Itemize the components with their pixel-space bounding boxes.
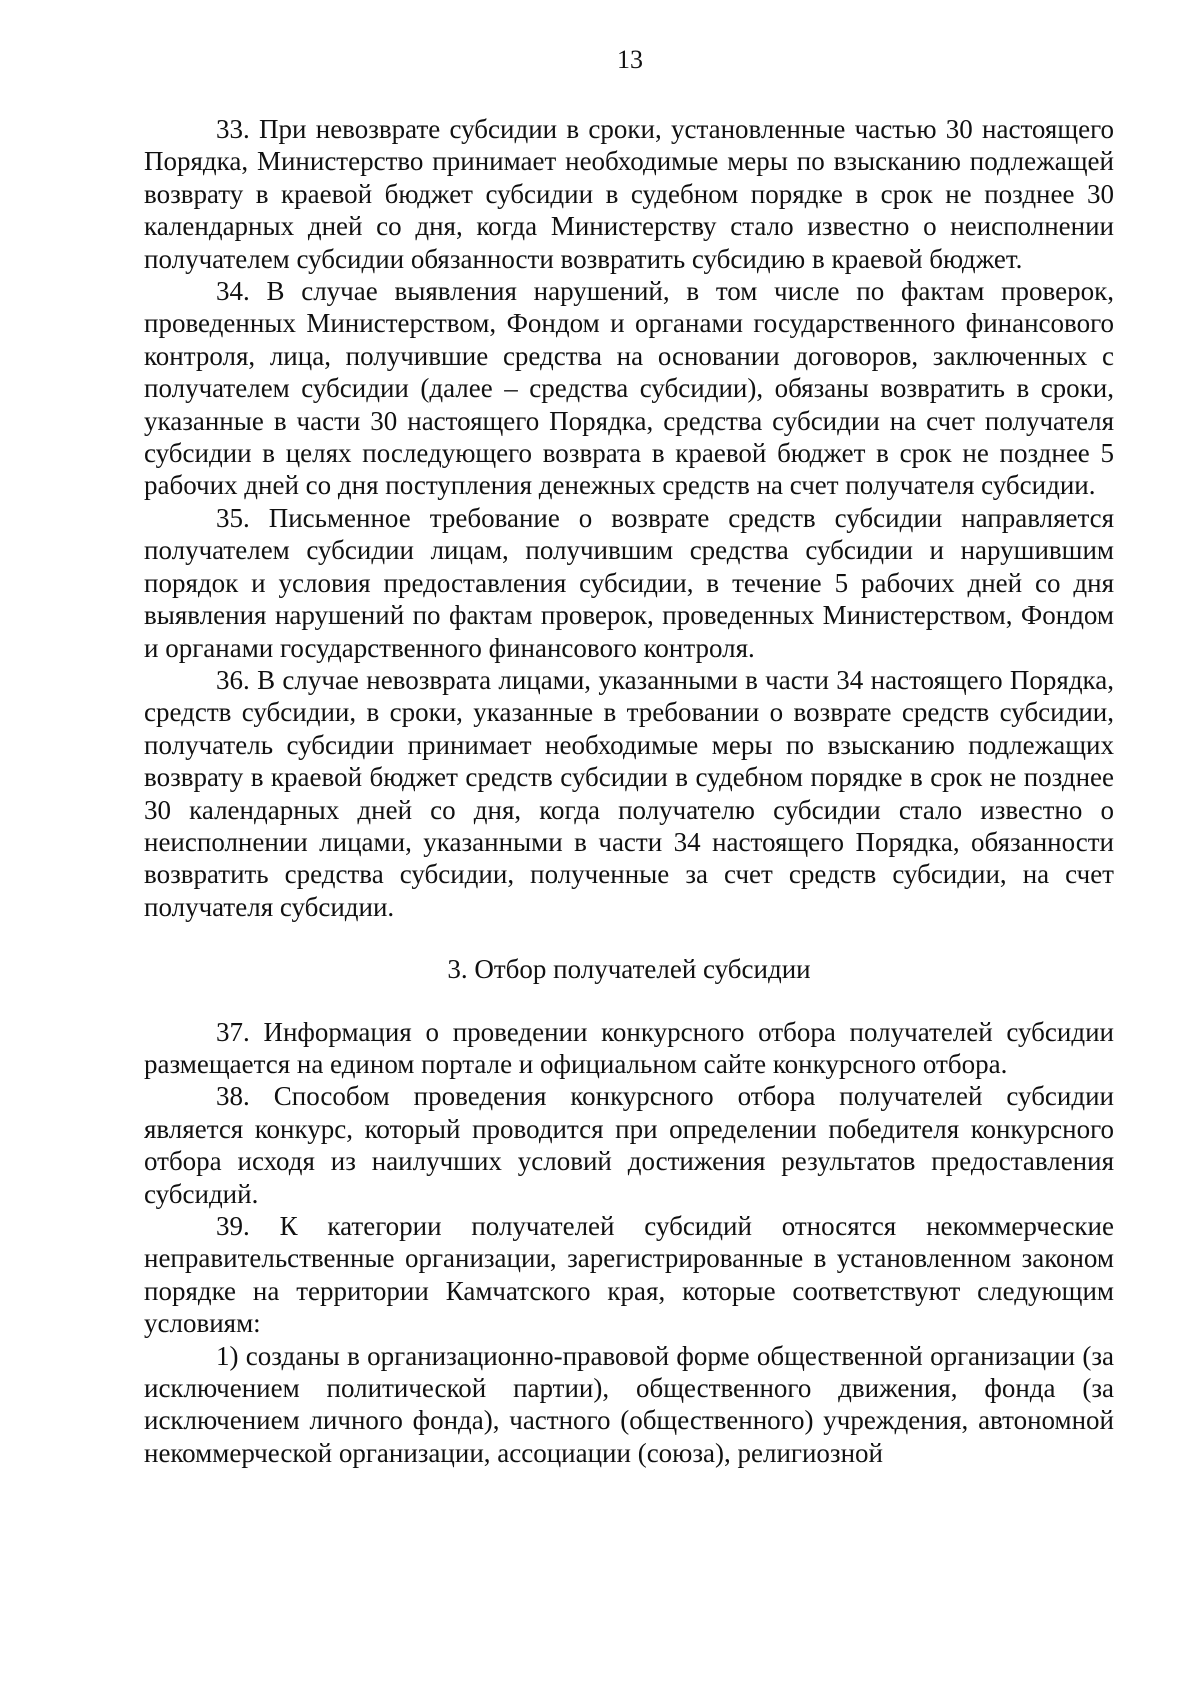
- page-number: 13: [617, 45, 643, 74]
- paragraph-39: 39. К категории получателей субсидий относятся некоммерческие неправительственные организации, зарегистрированные в установленном законом порядке на территории Камчатского края, которые соответствуют следующим условиям:: [144, 1211, 1114, 1339]
- paragraph-36: 36. В случае невозврата лицами, указанными в части 34 настоящего Порядка, средств субсидии, в сроки, указанные в требовании о возврате средств субсидии, получатель субсидии принимает необходимые меры по взысканию подлежащих возврату в краевой бюджет средств субсидии в судебном порядке в срок не позднее 30 календарных дней со дня, когда получателю субсидии стало известно о неисполнении лицами, указанными в части 34 настоящего Порядка, обязанности возвратить средства субсидии, полученные за счет средств субсидии, на счет получателя субсидии.: [144, 664, 1114, 922]
- paragraph-34: 34. В случае выявления нарушений, в том числе по фактам проверок, проведенных Министерством, Фондом и органами государственного финансового контроля, лица, получившие средства на основании договоров, заключенных с получателем субсидии (далее – средства субсидии), обязаны возвратить в сроки, указанные в части 30 настоящего Порядка, средства субсидии на счет получателя субсидии в целях последующего возврата в краевой бюджет в срок не позднее 5 рабочих дней со дня поступления денежных средств на счет получателя субсидии.: [144, 276, 1114, 501]
- paragraph-33: 33. При невозврате субсидии в сроки, установленные частью 30 настоящего Порядка, Министерство принимает необходимые меры по взысканию подлежащей возврату в краевой бюджет субсидии в судебном порядке в срок не позднее 30 календарных дней со дня, когда Министерству стало известно о неисполнении получателем субсидии обязанности возвратить субсидию в краевой бюджет.: [144, 114, 1114, 274]
- section-title: 3. Отбор получателей субсидии: [447, 954, 811, 985]
- paragraph-35: 35. Письменное требование о возврате средств субсидии направляется получателем субсидии лицам, получившим средства субсидии и нарушившим порядок и условия предоставления субсидии, в течение 5 рабочих дней со дня выявления нарушений по фактам проверок, проведенных Министерством, Фондом и органами государственного финансового контроля.: [144, 502, 1114, 663]
- paragraph-38: 38. Способом проведения конкурсного отбора получателей субсидии является конкурс, который проводится при определении победителя конкурсного отбора исходя из наилучших условий достижения результатов предоставления субсидий.: [144, 1081, 1114, 1209]
- document-body: [144, 113, 1114, 1469]
- paragraph-39-item-1: 1) созданы в организационно-правовой форме общественной организации (за исключением политической партии), общественного движения, фонда (за исключением личного фонда), частного (общественного) учреждения, автономной некоммерческой организации, ассоциации (союза), религиозной: [144, 1340, 1114, 1468]
- paragraph-37: 37. Информация о проведении конкурсного отбора получателей субсидии размещается на едином портале и официальном сайте конкурсного отбора.: [144, 1016, 1114, 1079]
